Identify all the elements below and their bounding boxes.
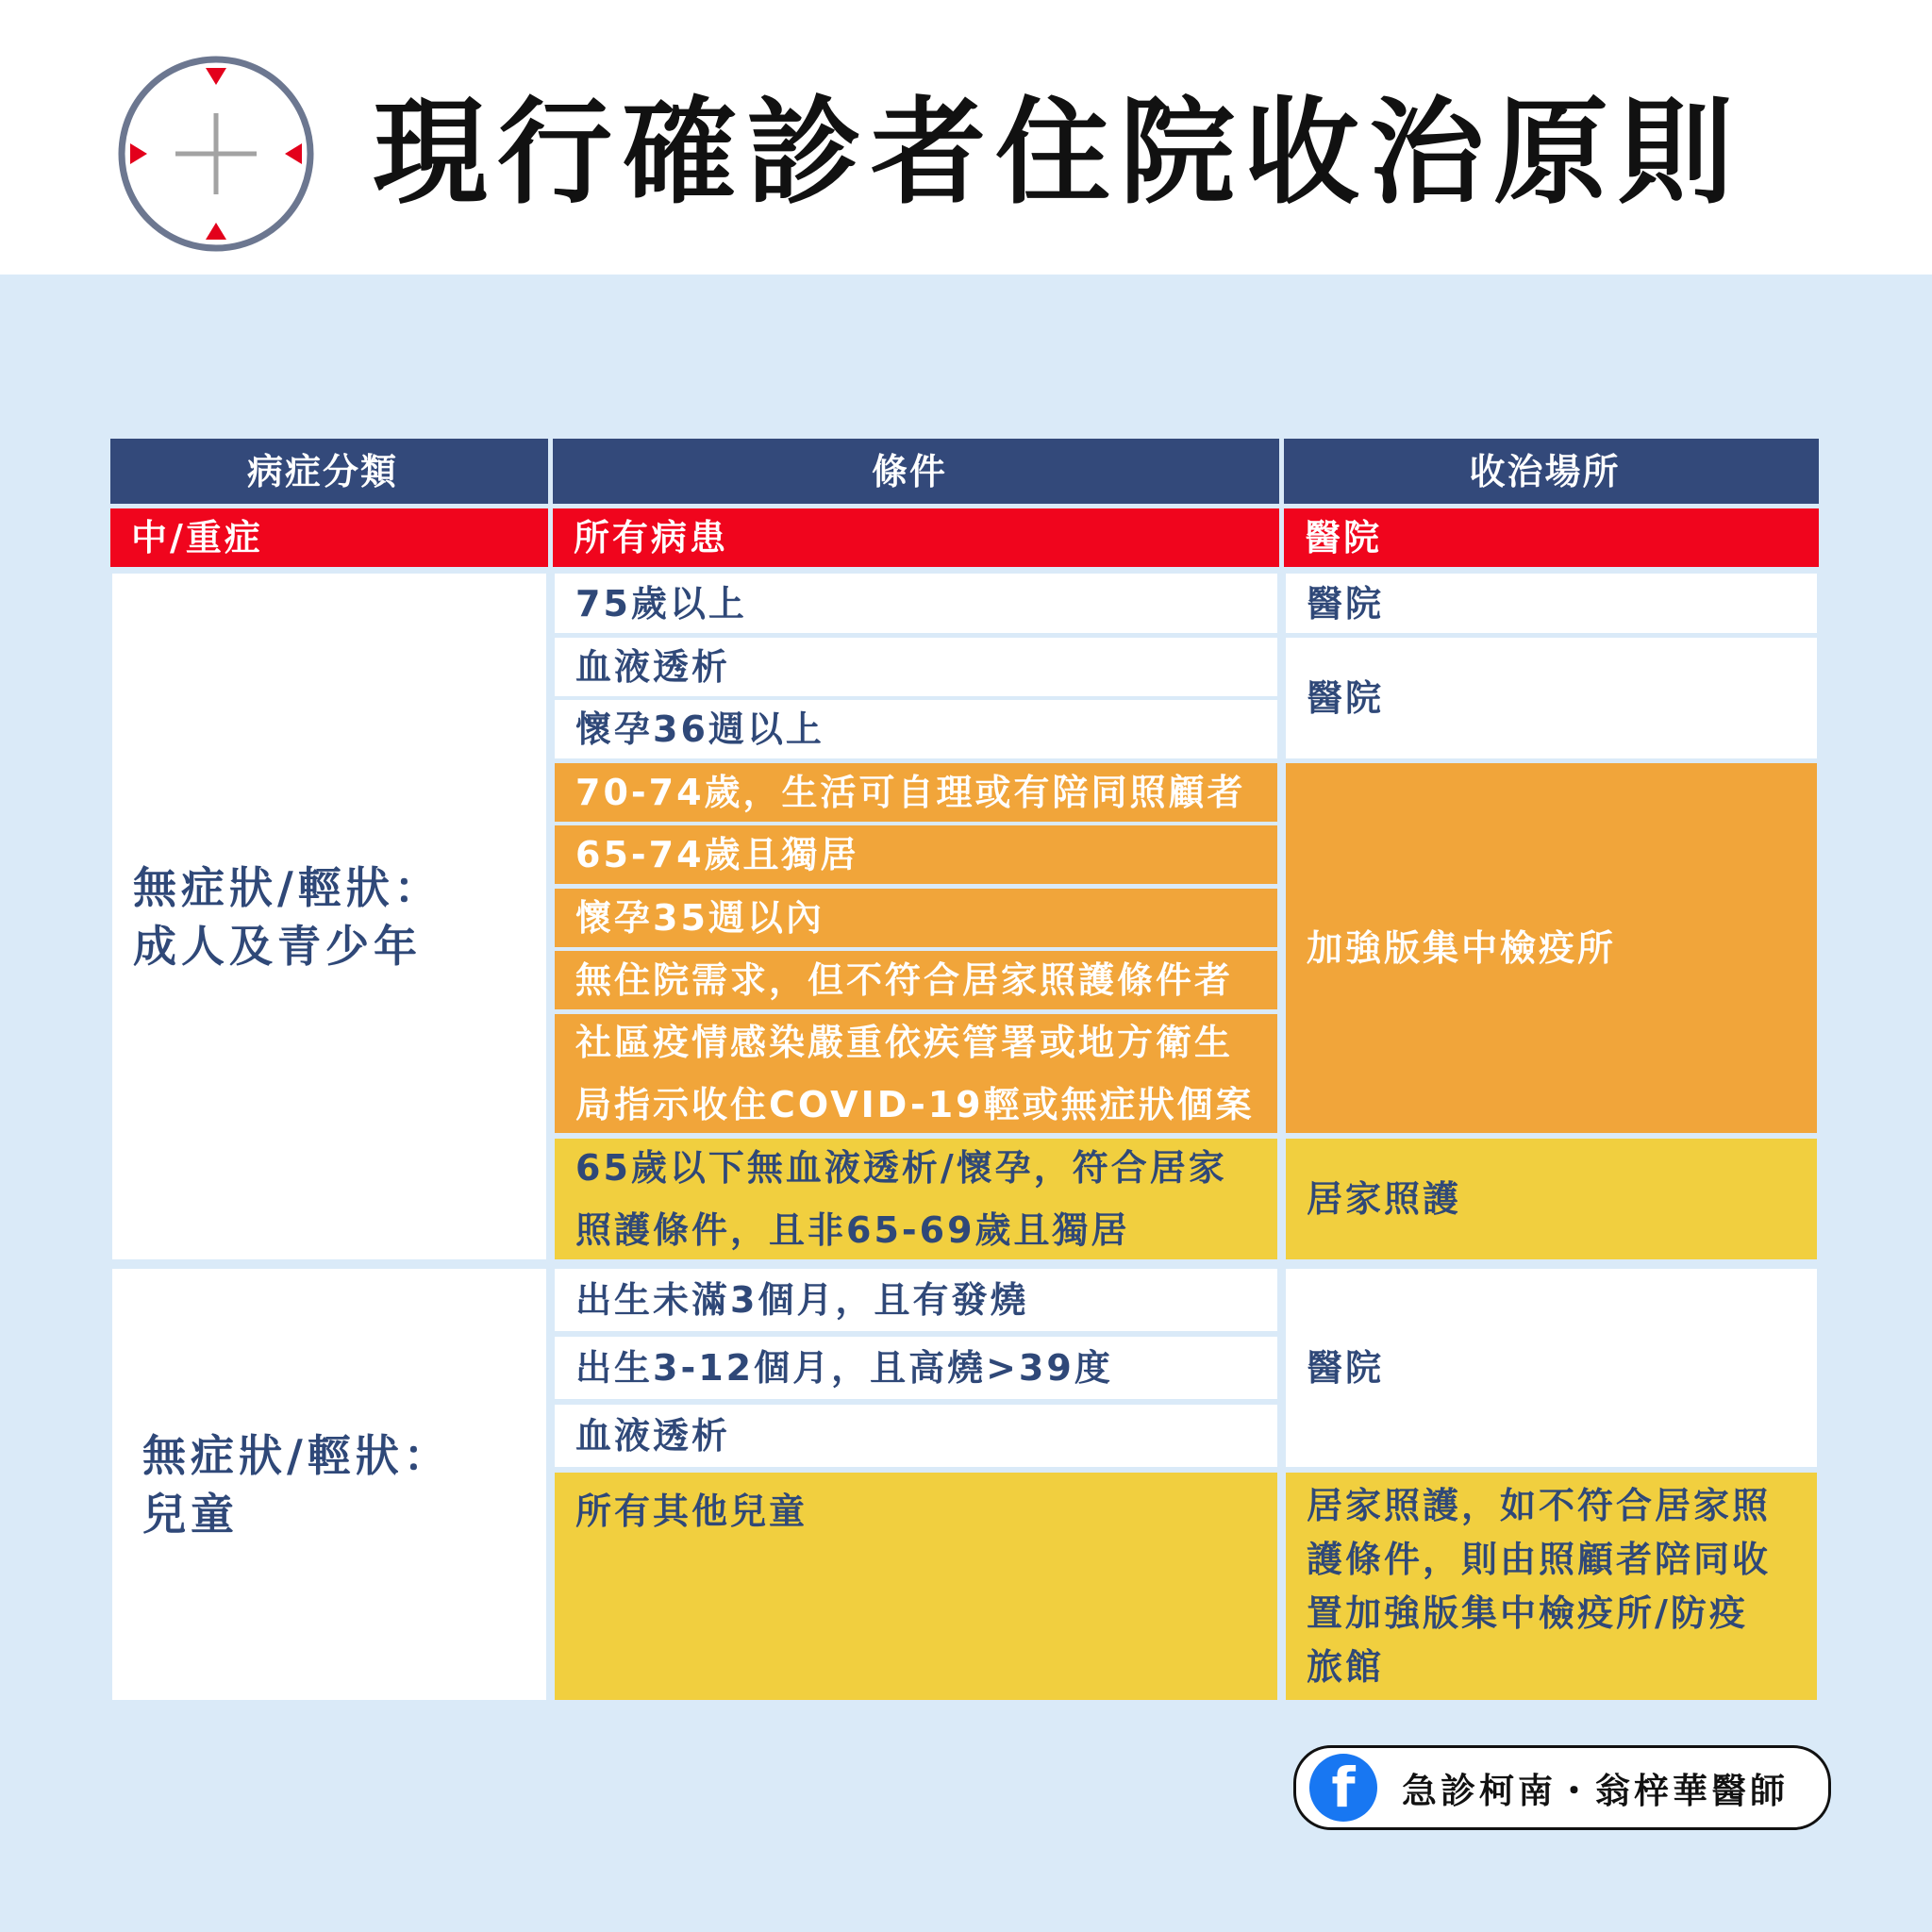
condition-under-3-months-fever: 出生未滿3個月，且有發燒 [555, 1269, 1277, 1331]
place-home-care-line1: 居家照護，如不符合居家照 [1307, 1484, 1772, 1526]
severe-category: 中/重症 [110, 508, 548, 567]
condition-age-65-74-living-alone: 65-74歲且獨居 [555, 825, 1277, 884]
condition-not-eligible-home-care: 無住院需求，但不符合居家照護條件者 [555, 951, 1277, 1009]
condition-age-75-plus: 75歲以上 [555, 574, 1277, 633]
place-home-care-or-quarantine [1286, 1473, 1817, 1700]
condition-home-care-eligible-line1: 65歲以下無血液透析/懷孕，符合居家 [575, 1147, 1227, 1189]
column-header-conditions: 條件 [553, 439, 1279, 504]
adults-category [112, 574, 546, 1259]
page-title: 現行確診者住院收治原則 [373, 86, 1742, 220]
condition-cdc-directed-line1: 社區疫情感染嚴重依疾管署或地方衛生 [575, 1022, 1234, 1063]
place-hospital-age-75: 醫院 [1286, 574, 1817, 633]
place-home-care-line3: 置加強版集中檢疫所/防疫 [1307, 1591, 1748, 1634]
condition-cdc-directed [555, 1014, 1277, 1133]
header-band [0, 0, 1932, 275]
adults-category-line1: 無症狀/輕狀： [133, 861, 442, 913]
severe-place: 醫院 [1284, 508, 1819, 567]
facebook-icon: f [1309, 1754, 1377, 1822]
condition-3-12-months-high-fever: 出生3-12個月，且高燒>39度 [555, 1337, 1277, 1399]
place-quarantine-center: 加強版集中檢疫所 [1286, 763, 1817, 1133]
children-category-line1: 無症狀/輕狀： [142, 1429, 452, 1481]
place-home-care: 居家照護 [1286, 1139, 1817, 1259]
condition-all-other-children: 所有其他兒童 [555, 1473, 1277, 1700]
condition-children-dialysis: 血液透析 [555, 1405, 1277, 1467]
place-home-care-line4: 旅館 [1307, 1645, 1385, 1688]
place-home-care-line2: 護條件，則由照顧者陪同收 [1307, 1538, 1772, 1580]
condition-cdc-directed-line2: 局指示收住COVID-19輕或無症狀個案 [575, 1084, 1255, 1125]
column-header-category: 病症分類 [110, 439, 548, 504]
condition-home-care-eligible-line2: 照護條件，且非65-69歲且獨居 [575, 1209, 1130, 1251]
column-header-place: 收治場所 [1284, 439, 1819, 504]
author-credit-badge[interactable] [1293, 1745, 1831, 1830]
place-hospital-children: 醫院 [1286, 1269, 1817, 1467]
adults-category-line2: 成人及青少年 [133, 920, 422, 972]
condition-age-70-74-with-caregiver: 70-74歲，生活可自理或有陪同照顧者 [555, 763, 1277, 822]
author-credit-text: 急診柯南・翁梓華醫師 [1402, 1771, 1789, 1811]
children-category-line2: 兒童 [142, 1488, 239, 1540]
condition-home-care-eligible [555, 1139, 1277, 1259]
medical-crosshair-logo [117, 55, 315, 253]
children-category [112, 1269, 546, 1700]
severe-condition: 所有病患 [553, 508, 1279, 567]
condition-pregnant-36-weeks: 懷孕36週以上 [555, 700, 1277, 758]
condition-pregnant-within-35-weeks: 懷孕35週以內 [555, 889, 1277, 947]
place-hospital-dialysis-pregnancy: 醫院 [1286, 638, 1817, 758]
condition-dialysis: 血液透析 [555, 638, 1277, 696]
